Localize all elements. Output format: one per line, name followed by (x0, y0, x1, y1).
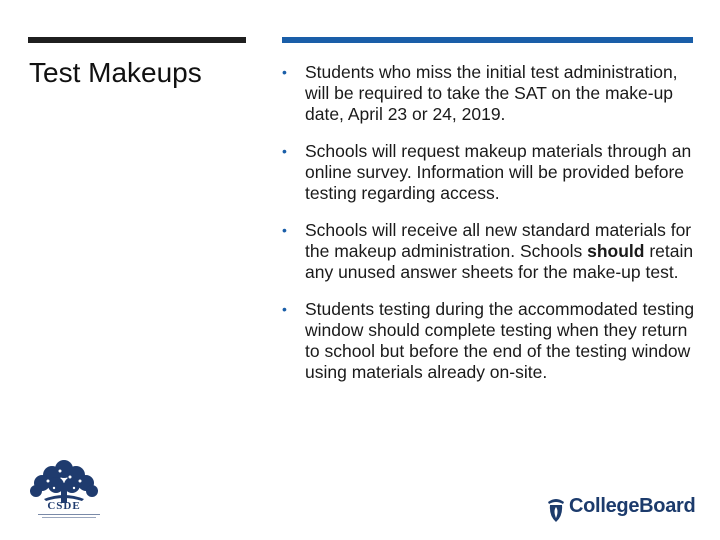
bullet-dot-icon: • (282, 143, 287, 159)
college-board-logo-text: CollegeBoard (569, 495, 696, 517)
bullet-item (282, 299, 702, 383)
bullet-item (282, 220, 702, 283)
bullet-text: Schools will request makeup materials through an online survey. Information will be provided before testing regarding access. (305, 141, 692, 203)
bullet-item (282, 141, 702, 204)
title-divider-rule (28, 37, 246, 43)
bullet-dot-icon: • (282, 64, 287, 80)
slide-title: Test Makeups (29, 57, 202, 88)
bullet-dot-icon: • (282, 301, 287, 317)
bullet-text: retain any unused answer sheets for the make-up test. (305, 241, 694, 282)
bullet-text: Schools will receive all new standard materials for the makeup administration. Schools (305, 220, 692, 261)
bullet-text: Students who miss the initial test administration, will be required to take the SAT on the make-up date, April 23 or 24, 2019. (305, 62, 678, 124)
csde-tagline-icon (38, 513, 100, 521)
bullet-emphasis: should (587, 241, 645, 261)
bullet-list (282, 62, 702, 399)
bullet-item (282, 62, 702, 125)
bullet-dot-icon: • (282, 222, 287, 238)
bullet-text: Students testing during the accommodated testing window should complete testing when they return to school but before the end of the testing window using materials already on-site. (305, 299, 695, 382)
csde-logo-text: CSDE (47, 500, 81, 512)
content-divider-rule (282, 37, 693, 43)
